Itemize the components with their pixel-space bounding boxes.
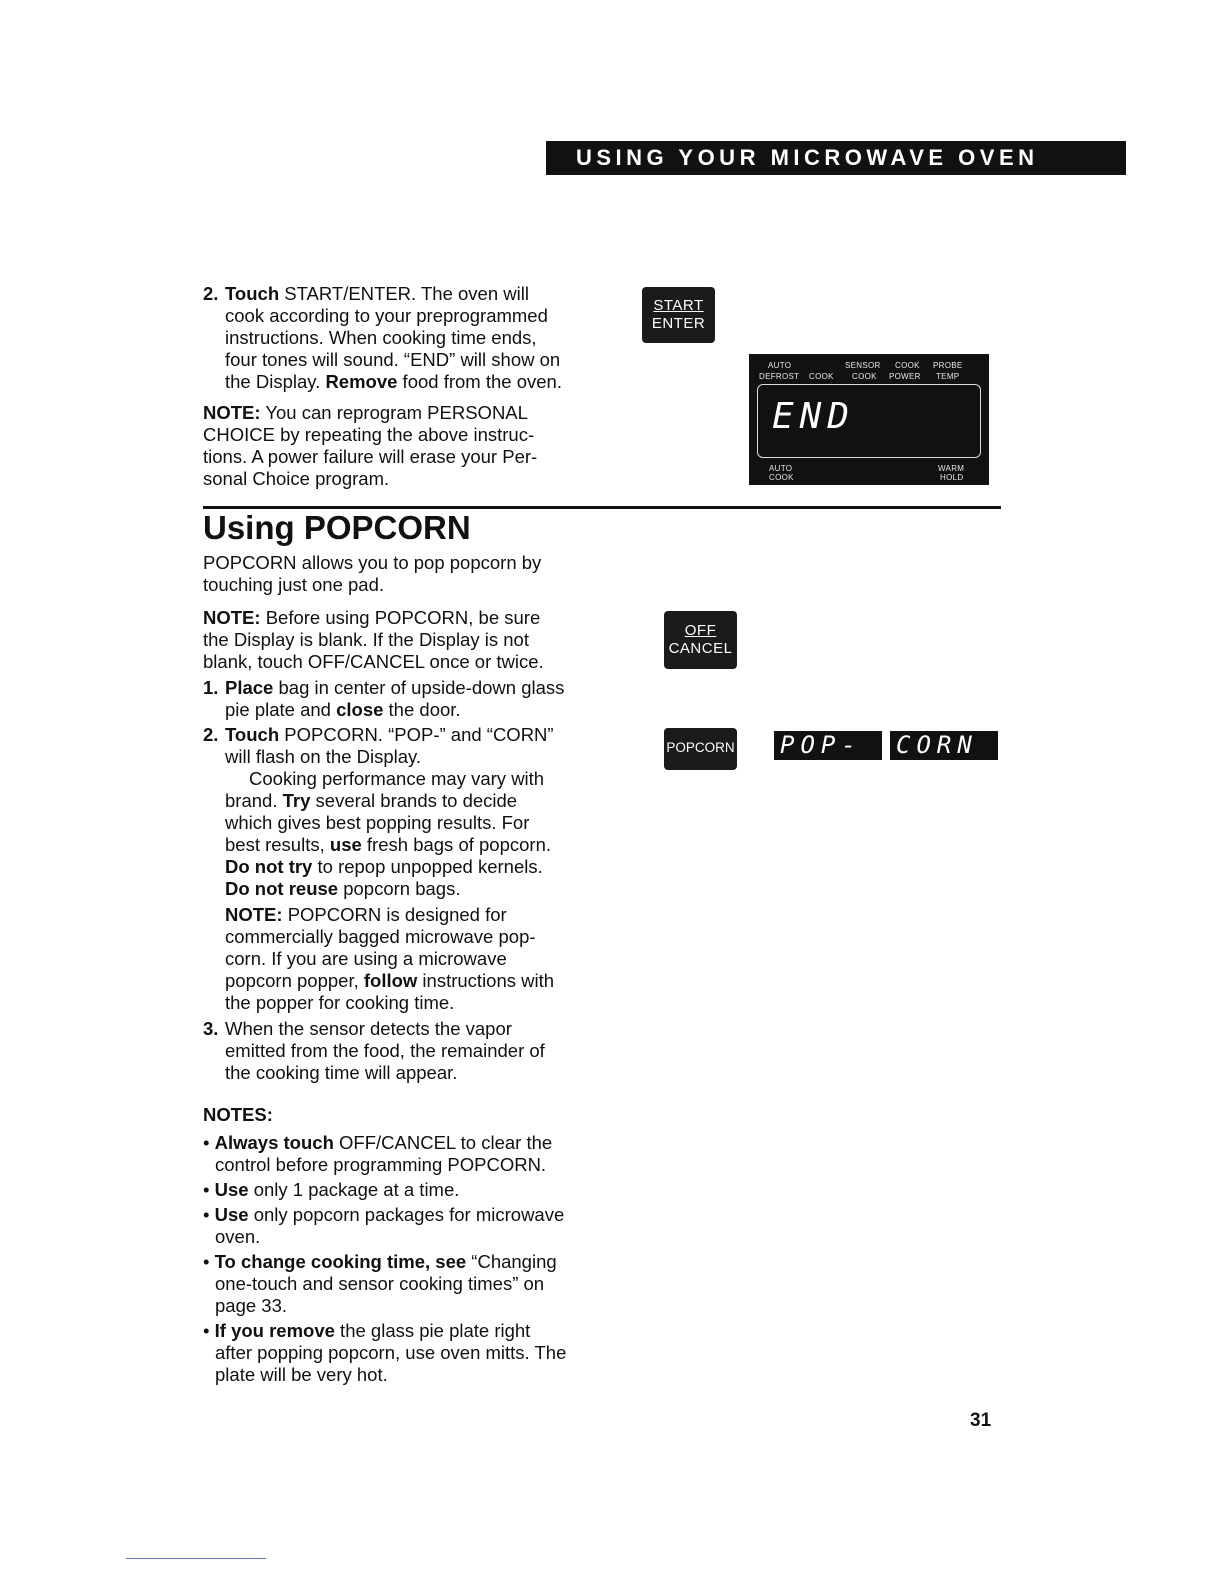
display-window bbox=[757, 384, 981, 458]
step-2-personal-choice bbox=[203, 283, 562, 393]
note-text: popcorn popper, bbox=[225, 970, 364, 991]
step-text: bag in center of upside-down glass bbox=[273, 677, 565, 698]
note-text: only 1 package at a time. bbox=[248, 1179, 460, 1200]
step-bold-verb: Place bbox=[225, 677, 274, 698]
note-text: only popcorn packages for microwave bbox=[248, 1204, 565, 1225]
step-bold-verb: Do not try bbox=[225, 856, 313, 877]
display-indicator-label: COOK bbox=[809, 372, 834, 381]
step-bold-verb: follow bbox=[363, 970, 418, 991]
popcorn-display-corn bbox=[890, 731, 998, 760]
step-text: best results, bbox=[225, 834, 330, 855]
bullet-icon: • bbox=[203, 1132, 215, 1153]
step-text: When the sensor detects the vapor bbox=[225, 1018, 512, 1039]
page-number: 31 bbox=[970, 1410, 992, 1431]
intro-text: POPCORN allows you to pop popcorn by bbox=[203, 552, 542, 573]
step-text: Cooking performance may vary with bbox=[249, 768, 545, 789]
step-bold-verb: close bbox=[336, 699, 384, 720]
note-popcorn bbox=[203, 607, 544, 673]
step-text: START/ENTER. The oven will bbox=[279, 283, 529, 304]
intro-text: touching just one pad. bbox=[203, 574, 385, 595]
step-text: will flash on the Display. bbox=[225, 746, 422, 767]
step-number: 2. bbox=[203, 724, 219, 745]
step-text: emitted from the food, the remainder of bbox=[225, 1040, 545, 1061]
notes-heading: NOTES: bbox=[203, 1104, 273, 1125]
display-indicator-label: AUTO bbox=[769, 464, 793, 473]
display-indicator-label: AUTO bbox=[768, 361, 792, 370]
display-indicator-label: WARM bbox=[938, 464, 965, 473]
pad-label-top: OFF bbox=[684, 622, 717, 639]
note-text: OFF/CANCEL to clear the bbox=[333, 1132, 553, 1153]
step-text: the cooking time will appear. bbox=[225, 1062, 458, 1083]
step-bold-verb: Do not reuse bbox=[225, 878, 339, 899]
step-number: 1. bbox=[203, 677, 219, 698]
display-indicator-label: COOK bbox=[895, 361, 920, 370]
popcorn-display-pop bbox=[774, 731, 882, 760]
bullet-icon: • bbox=[203, 1320, 215, 1341]
step-text: pie plate and bbox=[225, 699, 337, 720]
note-label: NOTE: bbox=[225, 904, 283, 925]
step-text: instructions. When cooking time ends, bbox=[225, 327, 537, 348]
note-text: sonal Choice program. bbox=[203, 468, 390, 489]
section-header-bar bbox=[546, 141, 1126, 175]
note-text: instructions with bbox=[417, 970, 555, 991]
note-text: page 33. bbox=[215, 1295, 288, 1316]
display-indicator-label: POWER bbox=[889, 372, 921, 381]
step-text: to repop unpopped kernels. bbox=[312, 856, 543, 877]
display-readout: END bbox=[772, 396, 856, 437]
pad-label-bottom: ENTER bbox=[651, 315, 706, 332]
display-indicator-label: COOK bbox=[852, 372, 877, 381]
step-text: cook according to your preprogrammed bbox=[225, 305, 548, 326]
note-text: control before programming POPCORN. bbox=[215, 1154, 547, 1175]
bullet-icon: • bbox=[203, 1179, 215, 1200]
step-bold-verb: Touch bbox=[225, 283, 280, 304]
note-text: commercially bagged microwave pop- bbox=[225, 926, 536, 947]
note-label: NOTE: bbox=[203, 402, 261, 423]
note-bold: Always touch bbox=[214, 1132, 334, 1153]
note-text: blank, touch OFF/CANCEL once or twice. bbox=[203, 651, 544, 672]
display-indicator-label: HOLD bbox=[940, 473, 964, 482]
section-title: Using POPCORN bbox=[203, 509, 471, 546]
note-bold: To change cooking time, see bbox=[214, 1251, 467, 1272]
display-indicator-label: TEMP bbox=[936, 372, 960, 381]
note-text: one-touch and sensor cooking times” on bbox=[215, 1273, 545, 1294]
display-indicator-label: DEFROST bbox=[759, 372, 800, 381]
step-text: several brands to decide bbox=[310, 790, 518, 811]
step-text: food from the oven. bbox=[397, 371, 562, 392]
header-title: USING YOUR MICROWAVE OVEN bbox=[576, 145, 1039, 170]
footer-rule bbox=[126, 1558, 266, 1559]
note-personal-choice bbox=[203, 402, 537, 490]
display-readout: POP- bbox=[780, 731, 862, 759]
note-text: tions. A power failure will erase your Per- bbox=[203, 446, 538, 467]
step-bold-verb: Touch bbox=[225, 724, 280, 745]
pad-label-top: START bbox=[653, 297, 704, 314]
step-bold-verb: Try bbox=[282, 790, 311, 811]
note-bold: If you remove bbox=[214, 1320, 335, 1341]
note-bold: Use bbox=[214, 1204, 249, 1225]
note-text: POPCORN is designed for bbox=[282, 904, 507, 925]
step-text: popcorn bags. bbox=[338, 878, 461, 899]
pad-label: POPCORN bbox=[666, 740, 735, 755]
step-bold-verb: Remove bbox=[325, 371, 398, 392]
control-display-panel bbox=[749, 354, 989, 485]
start-enter-pad bbox=[642, 287, 715, 343]
step-text: the door. bbox=[383, 699, 461, 720]
note-text: after popping popcorn, use oven mitts. The bbox=[215, 1342, 567, 1363]
notes-section bbox=[203, 1104, 566, 1386]
note-text: the glass pie plate right bbox=[334, 1320, 531, 1341]
note-label: NOTE: bbox=[203, 607, 261, 628]
step-text: fresh bags of popcorn. bbox=[361, 834, 552, 855]
display-indicator-label: PROBE bbox=[933, 361, 963, 370]
note-text: You can reprogram PERSONAL bbox=[260, 402, 528, 423]
note-text: the Display is blank. If the Display is not bbox=[203, 629, 529, 650]
note-text: CHOICE by repeating the above instruc- bbox=[203, 424, 535, 445]
pad-label-bottom: CANCEL bbox=[668, 640, 733, 657]
note-text: corn. If you are using a microwave bbox=[225, 948, 507, 969]
popcorn-steps bbox=[203, 677, 564, 1084]
step-number: 2. bbox=[203, 283, 219, 304]
note-text: “Changing bbox=[466, 1251, 557, 1272]
display-indicator-label: SENSOR bbox=[845, 361, 881, 370]
note-text: Before using POPCORN, be sure bbox=[260, 607, 541, 628]
note-text: plate will be very hot. bbox=[215, 1364, 388, 1385]
off-cancel-pad bbox=[664, 611, 737, 669]
step-bold-verb: use bbox=[329, 834, 362, 855]
bullet-icon: • bbox=[203, 1251, 215, 1272]
step-text: which gives best popping results. For bbox=[225, 812, 530, 833]
note-text: oven. bbox=[215, 1226, 261, 1247]
section-intro bbox=[203, 552, 541, 596]
step-text: POPCORN. “POP-” and “CORN” bbox=[279, 724, 554, 745]
bullet-icon: • bbox=[203, 1204, 215, 1225]
step-number: 3. bbox=[203, 1018, 219, 1039]
step-text: brand. bbox=[225, 790, 283, 811]
display-indicator-label: COOK bbox=[769, 473, 794, 482]
popcorn-pad bbox=[664, 728, 737, 770]
step-text: four tones will sound. “END” will show on bbox=[225, 349, 561, 370]
note-text: the popper for cooking time. bbox=[225, 992, 455, 1013]
display-readout: CORN bbox=[896, 731, 978, 759]
step-text: the Display. bbox=[225, 371, 326, 392]
note-bold: Use bbox=[214, 1179, 249, 1200]
